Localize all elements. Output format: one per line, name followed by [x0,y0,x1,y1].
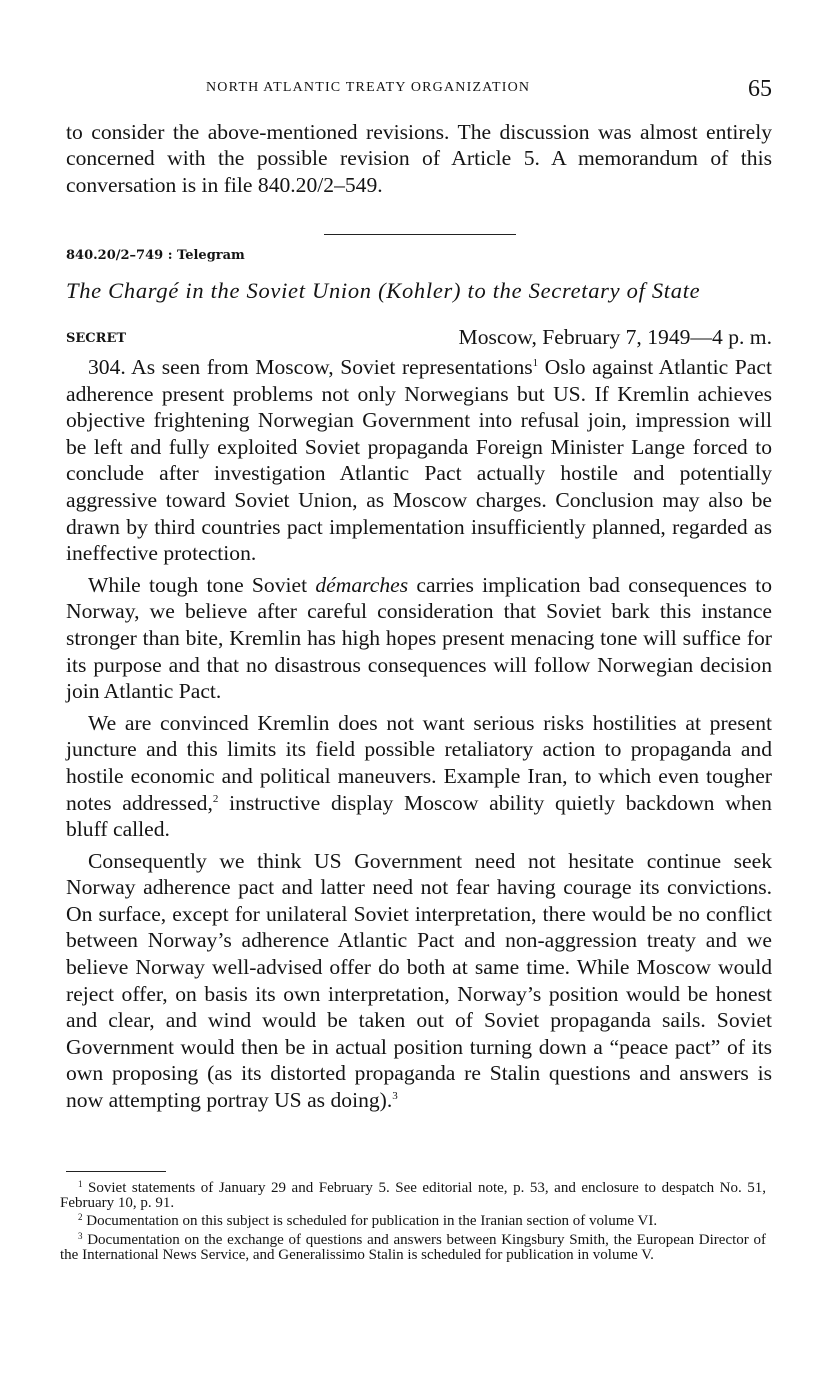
footnote-number: 3 [78,1230,83,1241]
page-number: 65 [748,76,772,102]
section-divider [324,234,516,235]
running-head-title: NORTH ATLANTIC TREATY ORGANIZATION [206,80,531,95]
footnote-marker: 1 [532,357,539,369]
footnote-number: 2 [78,1212,83,1223]
footnotes [60,1181,766,1266]
footnote-number: 1 [78,1179,83,1189]
footnote [60,1230,766,1263]
footnote-divider [66,1171,166,1172]
footnote-text: Soviet statements of January 29 and February 5. See editorial note, p. 53, and enclosure to despatch No. 51, February 10, p. 91. [60,1180,766,1212]
footnote-marker: 2 [212,792,219,805]
footnote-text: Documentation on this subject is scheduled for publication in the Iranian section of volume VI. [82,1213,658,1230]
running-head [66,76,772,104]
document-heading: The Chargé in the Soviet Union (Kohler) to the Secretary of State [66,278,701,303]
classification: SECRET [66,331,127,346]
paragraph-text: Oslo against Atlantic Pact adherence present problems not only Norwegians but US. If Kremlin achieves objective frightening Norwegian Government into refusal join, impression will be left and fully exploited Soviet propaganda Foreign Minister Lange forced to conclude after investigation Atlantic Pact actually hostile and potentially aggressive toward Soviet Union, as Moscow charges. Conclusion may also be drawn by third countries pact implementation insufficiently planned, regarded as ineffective protection. [66,355,772,566]
telegram-paragraph [66,572,772,705]
footnote-text: Documentation on the exchange of questions and answers between Kingsbury Smith, the European Director of the International News Service, and Generalissimo Stalin is scheduled for publication in volume V. [60,1231,766,1263]
telegram-paragraph [66,848,772,1114]
continuation-paragraph: to consider the above-mentioned revisions. The discussion was almost entirely concerned with the possible revision of Article 5. A memorandum of this conversation is in file 840.20/2–549. [66,120,772,197]
footnote-marker: 3 [392,1090,398,1103]
file-reference: 840.20/2–749 : Telegram [66,248,245,263]
italic-term: démarches [315,572,409,597]
telegram-paragraph [66,354,772,567]
paragraph-text: instructive display Moscow ability quietly backdown when bluff called. [66,790,772,842]
dateline: Moscow, February 7, 1949—4 p. m. [458,325,772,349]
footnote [60,1214,766,1229]
telegram-paragraph [66,710,772,843]
paragraph-text: We are convinced Kremlin does not want serious risks hostilities at present juncture and this limits its field possible retaliatory action to propaganda and hostile economic and political maneuvers. Example Iran, to which even tougher notes addressed, [66,710,772,815]
paragraph-text: While tough tone Soviet [88,572,316,597]
paragraph-text: 304. As seen from Moscow, Soviet representations [88,355,533,379]
paragraph-text: carries implication bad consequences to Norway, we believe after careful consideration that Soviet bark this instance stronger than bite, Kremlin has high hopes present menacing tone will suffice for its purpose and that no disastrous consequences will follow Norwegian decision join Atlantic Pact. [66,572,772,704]
paragraph-text: Consequently we think US Government need not hesitate continue seek Norway adherence pact and latter need not fear having courage its convictions. On surface, except for unilateral Soviet interpretation, there would be no conflict between Norway’s adherence Atlantic Pact and non-aggression treaty and we believe Norway well-advised offer do both at same time. While Moscow would reject offer, on basis its own interpretation, Norway’s position would be honest and clear, and wind would be taken out of Soviet propaganda sails. Soviet Government would then be in actual position turning down a “peace pact” of its own proposing (as its distorted propaganda re Stalin questions and answers is now attempting portray US as doing). [66,848,772,1113]
footnote [60,1181,766,1211]
telegram-body [66,354,772,1119]
